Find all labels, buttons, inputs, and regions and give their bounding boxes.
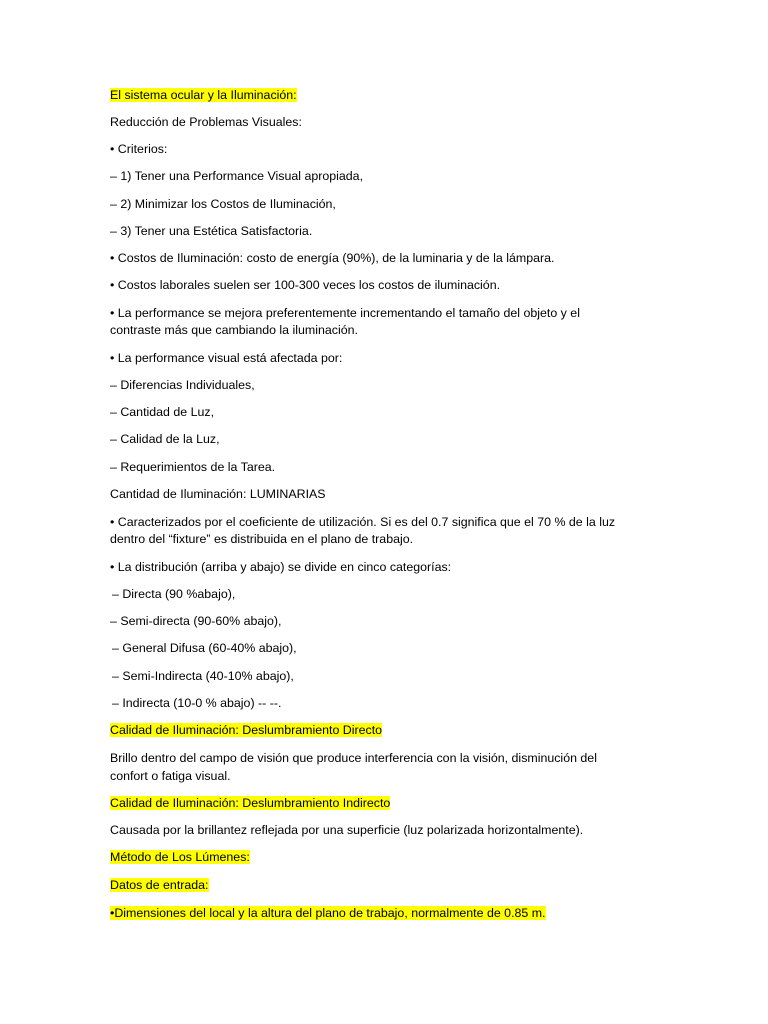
paragraph-visual-problems: Reducción de Problemas Visuales:: [110, 115, 302, 129]
bullet-distribution: • La distribución (arriba y abajo) se divide en cinco categorías:: [110, 560, 452, 574]
paragraph-glare-line2: confort o fatiga visual.: [110, 769, 231, 783]
bullet-performance-affected: • La performance visual está afectada por:: [110, 351, 343, 365]
bullet-utilization-line1: • Caracterizados por el coeficiente de utilización. Si es del 0.7 significa que el 70 % de la luz: [110, 515, 616, 529]
paragraph-glare-line1: Brillo dentro del campo de visión que produce interferencia con la visión, disminución del: [110, 751, 597, 765]
criteria-item-1: – 1) Tener una Performance Visual apropiada,: [110, 169, 364, 183]
bullet-lighting-costs: • Costos de Iluminación: costo de energía (90%), de la luminaria y de la lámpara.: [110, 251, 555, 265]
factor-quantity: – Cantidad de Luz,: [110, 405, 215, 419]
category-semi-indirect: – Semi-Indirecta (40-10% abajo),: [112, 669, 294, 683]
bullet-utilization-line2: dentro del “fixture” es distribuida en el plano de trabajo.: [110, 532, 414, 546]
heading-luminaires: Cantidad de Iluminación: LUMINARIAS: [110, 487, 326, 501]
category-direct: – Directa (90 %abajo),: [112, 587, 236, 601]
heading-lumen-method: [110, 848, 250, 866]
heading-indirect-glare: [110, 794, 390, 812]
heading-direct-glare: [110, 721, 382, 739]
highlighted-text: •Dimensiones del local y la altura del plano de trabajo, normalmente de 0.85 m.: [110, 906, 546, 920]
bullet-performance-line2: contraste más que cambiando la iluminación.: [110, 323, 358, 337]
category-semi-direct: – Semi-directa (90-60% abajo),: [110, 614, 282, 628]
factor-individual: – Diferencias Individuales,: [110, 378, 255, 392]
criteria-item-2: – 2) Minimizar los Costos de Iluminación,: [110, 197, 336, 211]
heading-ocular-system: [110, 86, 297, 104]
highlighted-text: Método de Los Lúmenes:: [110, 850, 250, 864]
category-indirect: – Indirecta (10-0 % abajo) -- --.: [112, 696, 282, 710]
highlighted-text: El sistema ocular y la Iluminación:: [110, 88, 297, 102]
bullet-labor-costs: • Costos laborales suelen ser 100-300 veces los costos de iluminación.: [110, 278, 501, 292]
highlighted-text: Datos de entrada:: [110, 878, 209, 892]
criteria-item-3: – 3) Tener una Estética Satisfactoria.: [110, 224, 313, 238]
paragraph-reflected-brightness: Causada por la brillantez reflejada por una superficie (luz polarizada horizontalmente).: [110, 823, 584, 837]
factor-quality: – Calidad de la Luz,: [110, 432, 220, 446]
bullet-criteria: • Criterios:: [110, 142, 168, 156]
highlighted-text: Calidad de Iluminación: Deslumbramiento Indirecto: [110, 796, 391, 810]
factor-task: – Requerimientos de la Tarea.: [110, 460, 276, 474]
highlighted-text: Calidad de Iluminación: Deslumbramiento Directo: [110, 723, 383, 737]
category-general-diffuse: – General Difusa (60-40% abajo),: [112, 641, 297, 655]
bullet-performance-line1: • La performance se mejora preferentemente incrementando el tamaño del objeto y el: [110, 306, 580, 320]
bullet-room-dimensions: [110, 904, 546, 922]
heading-input-data: [110, 876, 209, 894]
